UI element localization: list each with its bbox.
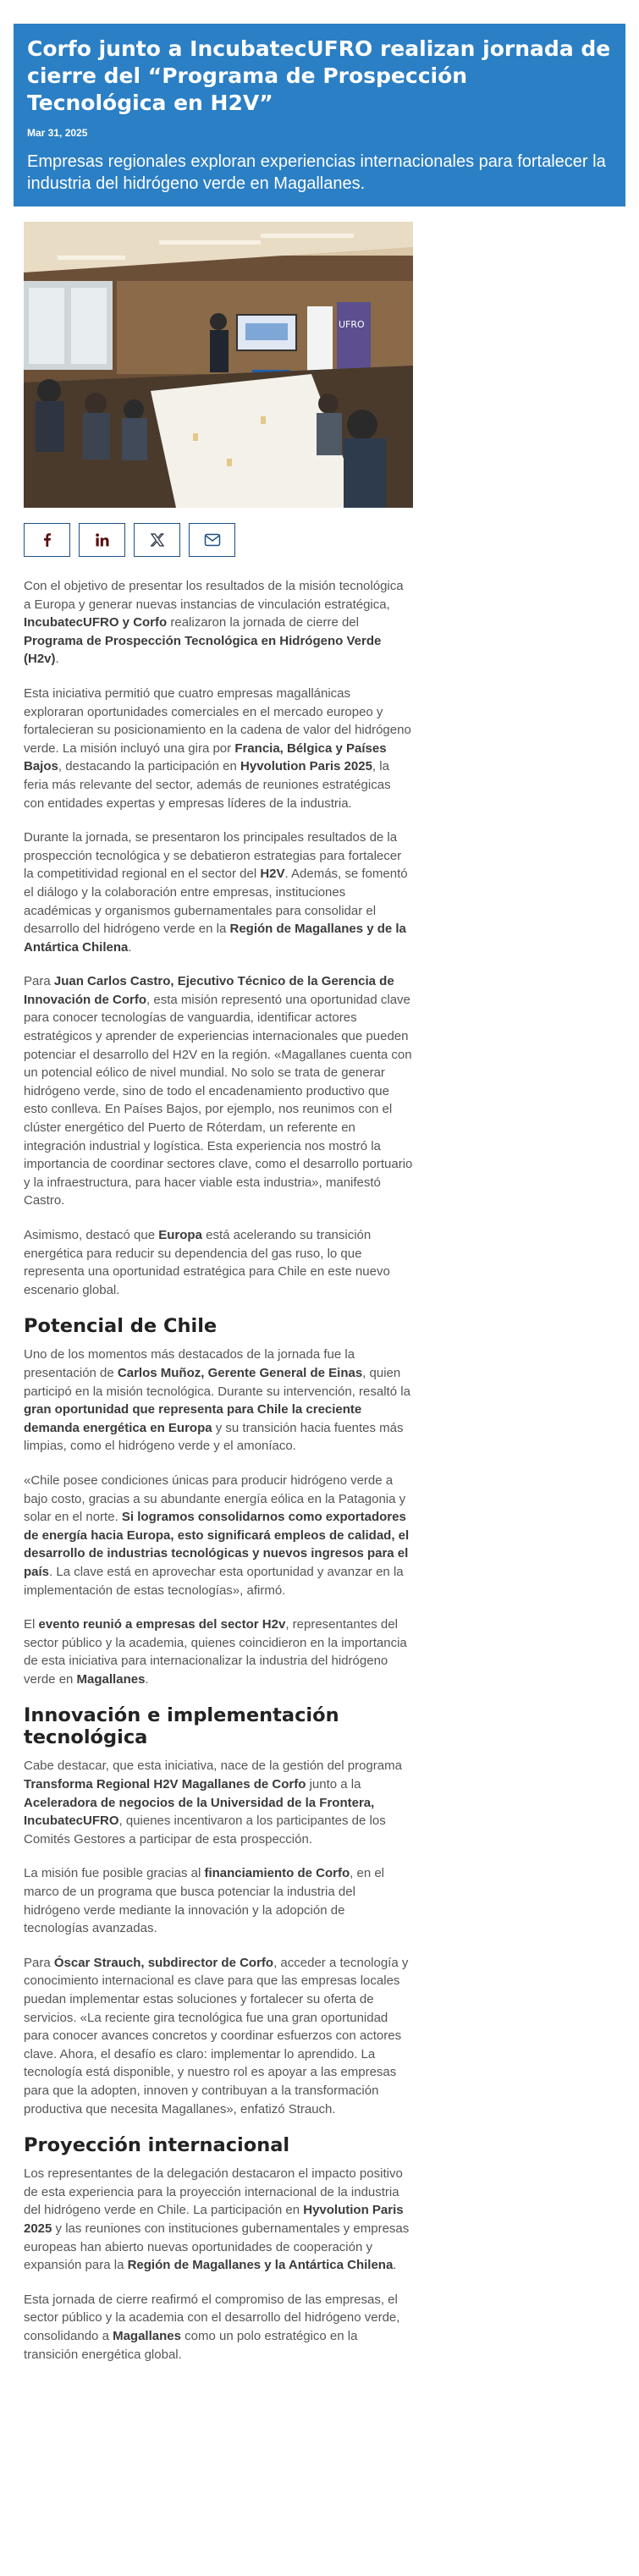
- bold-text: gran oportunidad que representa para Chile la creciente demanda energética en Europa: [24, 1402, 362, 1435]
- text-run: , representantes del sector público y la academia, quienes coincidieron en la importancia de esta iniciativa para internacionalizar la industria del hidrógeno verde en: [24, 1617, 407, 1687]
- text-run: y las reuniones con instituciones gubernamentales y empresas europeas han abierto nuevas oportunidades de cooperación y expansión para la: [24, 2221, 410, 2273]
- text-run: Con el objetivo de presentar los resultados de la misión tecnológica a Europa y generar nuevas instancias de vinculación estratégica,: [24, 579, 404, 612]
- paragraph: [24, 972, 413, 1210]
- article-body: [24, 577, 413, 2380]
- paragraph: [24, 1616, 413, 1688]
- bold-text: Región de Magallanes y de la Antártica Chilena: [24, 922, 406, 955]
- text-run: . Además, se fomentó el diálogo y la colaboración entre empresas, instituciones académicas y organismos gubernamentales para consolidar el desarrollo del hidrógeno verde en la: [24, 867, 408, 937]
- paragraph: [24, 828, 413, 956]
- text-run: Cabe destacar, que esta iniciativa, nace de la gestión del programa: [24, 1759, 402, 1774]
- paragraph: [24, 1346, 413, 1456]
- bold-text: Carlos Muñoz, Gerente General de Einas: [117, 1365, 363, 1380]
- bold-text: Hyvolution Paris 2025: [24, 2203, 404, 2236]
- mail-icon: [204, 533, 221, 547]
- text-run: , quienes incentivaron a los participantes de los Comités Gestores a participar de esta prospección.: [24, 1814, 386, 1847]
- paragraph: [24, 577, 413, 669]
- bold-text: IncubatecUFRO y Corfo: [24, 615, 168, 630]
- text-run: Para: [24, 1955, 54, 1970]
- bold-text: Europa: [158, 1228, 202, 1242]
- text-run: junto a la: [306, 1777, 361, 1792]
- text-run: Durante la jornada, se presentaron los principales resultados de la prospección tecnológica y se debatieron estrategias para fortalecer la competitividad regional en el sector del: [24, 830, 402, 882]
- text-run: , esta misión representó una oportunidad clave para conocer tecnologías de vanguardia, identificar actores estratégicos y aprender de experiencias internacionales que pueden potenciar el desarrollo del H2V en la región. «Magallanes cuenta con un potencial eólico de nivel mundial. No solo se trata de generar hidrógeno verde, sino de todo el encadenamiento productivo que esto conlleva. En Países Bajos, por ejemplo, nos reunimos con el clúster energético del Puerto de Róterdam, un referente en integración industrial y logística. Esta experiencia nos mostró la importancia de coordinar sectores clave, como el desarrollo portuario y la infraestructura, para hacer viable esta industria», manifestó Castro.: [24, 992, 413, 1208]
- share-linkedin-button[interactable]: [79, 523, 125, 557]
- bold-text: Región de Magallanes y la Antártica Chilena: [127, 2258, 394, 2273]
- bold-text: Juan Carlos Castro, Ejecutivo Técnico de la Gerencia de Innovación de Corfo: [24, 974, 394, 1007]
- text-run: Esta jornada de cierre reafirmó el compromiso de las empresas, el sector público y la academia con el desarrollo del hidrógeno verde, consolidando a: [24, 2292, 400, 2343]
- text-run: , en el marco de un programa que busca potenciar la industria del hidrógeno verde mediante la innovación y la adopción de tecnologías avanzadas.: [24, 1866, 385, 1936]
- paragraph: [24, 685, 413, 812]
- share-facebook-button[interactable]: [24, 523, 70, 557]
- bold-text: Transforma Regional H2V Magallanes de Corfo: [24, 1777, 306, 1792]
- text-run: está acelerando su transición energética para reducir su dependencia del gas ruso, lo que representa una oportunidad estratégica para Chile en este nuevo escenario global.: [24, 1228, 390, 1297]
- text-run: .: [393, 2258, 397, 2273]
- text-run: La misión fue posible gracias al: [24, 1866, 205, 1881]
- hero-photo: [24, 222, 413, 508]
- share-x-button[interactable]: [134, 523, 180, 557]
- text-run: como un polo estratégico en la transición energética global.: [24, 2328, 358, 2362]
- text-run: Uno de los momentos más destacados de la jornada fue la presentación de: [24, 1347, 355, 1380]
- text-run: , la feria más relevante del sector, además de reuniones estratégicas con entidades expertas y empresas líderes de la industria.: [24, 759, 391, 811]
- banner-text: UFRO: [339, 319, 365, 330]
- text-run: El: [24, 1617, 39, 1632]
- publish-date: Mar 31, 2025: [27, 127, 88, 139]
- bold-text: Magallanes: [113, 2328, 181, 2343]
- text-run: , acceder a tecnología y conocimiento internacional es clave para que las empresas locales puedan implementar estas soluciones y fortalecer su oferta de servicios. «La reciente gira tecnológica fue una gran oportunidad para conocer avances concretos y coordinar esfuerzos con actores clave. Ahora, el desafío es claro: implementar lo aprendido. La tecnología está disponible, y nuestro rol es apoyar a las empresas para que la adopten, innoven y contribuyan a la transformación productiva que necesita Magallanes», enfatizó Strauch.: [24, 1955, 409, 2116]
- paragraph: [24, 2291, 413, 2364]
- text-run: , quien participó en la misión tecnológica. Durante su intervención, resaltó la: [24, 1365, 410, 1399]
- text-run: realizaron la jornada de cierre del: [167, 615, 359, 630]
- bold-text: financiamiento de Corfo: [204, 1866, 350, 1881]
- text-run: Esta iniciativa permitió que cuatro empresas magallánicas exploraran oportunidades comerciales en el mercado europeo y fortalecieran su posicionamiento en la cadena de valor del hidrógeno verde. La misión incluyó una gira por: [24, 685, 411, 756]
- text-run: Los representantes de la delegación destacaron el impacto positivo de esta experiencia para la proyección internacional de la industria del hidrógeno verde en Chile. La participación en: [24, 2166, 403, 2218]
- event-room-illustration: [24, 222, 413, 508]
- section-heading: Proyección internacional: [24, 2134, 290, 2157]
- facebook-icon: [40, 532, 55, 548]
- text-run: y su transición hacia fuentes más limpias, como el hidrógeno verde y el amoníaco.: [24, 1420, 404, 1454]
- paragraph: [24, 1954, 413, 2118]
- x-icon: [150, 532, 165, 548]
- bold-text: Programa de Prospección Tecnológica en Hidrógeno Verde (H2v): [24, 633, 382, 667]
- text-run: «Chile posee condiciones únicas para producir hidrógeno verde a bajo costo, gracias a su abundante energía eólica en la Patagonia y solar en el norte.: [24, 1472, 406, 1525]
- paragraph: [24, 1226, 413, 1299]
- bold-text: Aceleradora de negocios de la Universidad de la Frontera, IncubatecUFRO: [24, 1795, 375, 1829]
- article-header: [14, 24, 625, 206]
- article-subtitle: Empresas regionales exploran experiencias internacionales para fortalecer la industria del hidrógeno verde en Magallanes.: [27, 152, 606, 193]
- text-run: . La clave está en aprovechar esta oportunidad y avanzar en la implementación de estas tecnologías», afirmó.: [24, 1564, 404, 1598]
- text-run: , destacando la participación en: [58, 759, 241, 774]
- paragraph: [24, 1757, 413, 1848]
- text-run: Para: [24, 974, 54, 989]
- text-run: Asimismo, destacó que: [24, 1228, 159, 1242]
- bold-text: Hyvolution Paris 2025: [240, 759, 372, 774]
- section-heading: Potencial de Chile: [24, 1315, 218, 1338]
- article-title: Corfo junto a IncubatecUFRO realizan jornada de cierre del “Programa de Prospección Tecnológica en H2V”: [27, 36, 611, 115]
- bold-text: Magallanes: [76, 1671, 146, 1687]
- text-run: .: [55, 652, 59, 667]
- bold-text: H2V: [260, 867, 285, 882]
- text-run: .: [128, 939, 132, 955]
- paragraph: [24, 1472, 413, 1599]
- share-buttons: [24, 523, 235, 557]
- linkedin-icon: [95, 532, 110, 548]
- share-email-button[interactable]: [189, 523, 235, 557]
- text-run: .: [145, 1671, 149, 1687]
- bold-text: Francia, Bélgica y Países Bajos: [24, 740, 387, 774]
- bold-text: Si logramos consolidarnos como exportadores de energía hacia Europa, esto significará empleos de calidad, el desarrollo de industrias tecnológicas y nuevos ingresos para el país: [24, 1510, 410, 1579]
- section-heading: Innovación e implementación tecnológica: [24, 1704, 339, 1749]
- paragraph: [24, 2165, 413, 2275]
- paragraph: [24, 1864, 413, 1937]
- bold-text: Óscar Strauch, subdirector de Corfo: [53, 1955, 274, 1970]
- bold-text: evento reunió a empresas del sector H2v: [38, 1617, 286, 1632]
